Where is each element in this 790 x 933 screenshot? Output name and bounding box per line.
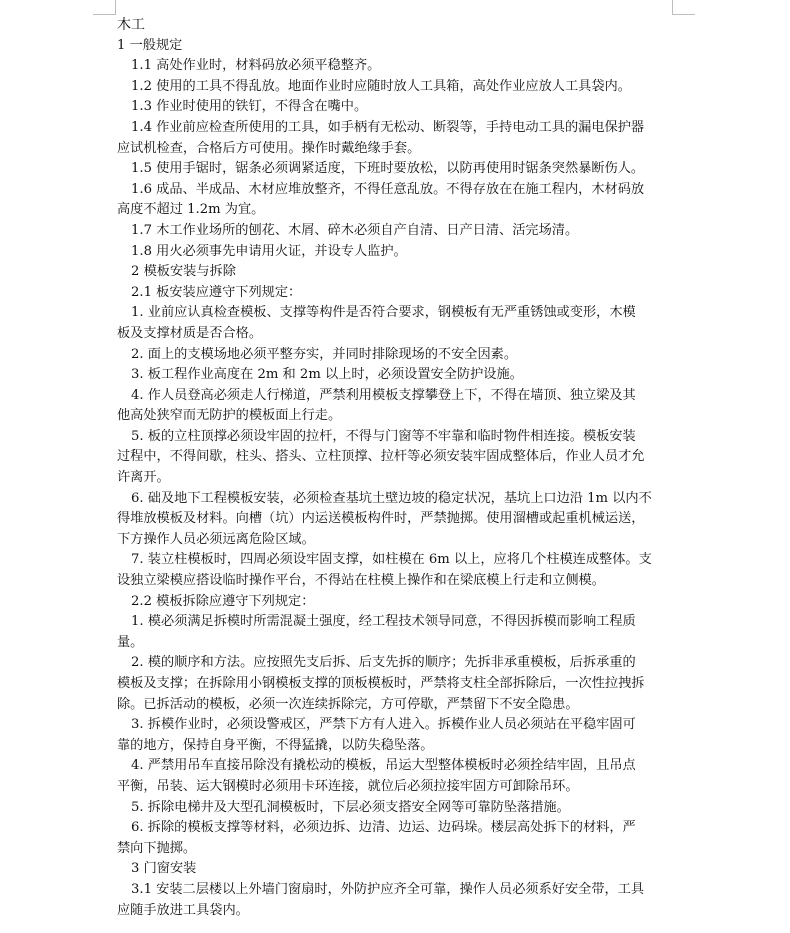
text-line: 许离开。 <box>117 470 170 486</box>
text-line: 量。 <box>117 634 144 650</box>
text-line: 2 模板安装与拆除 <box>131 264 236 280</box>
text-line: 2. 模的顺序和方法。应按照先支后拆、后支先拆的顺序；先拆非承重模板，后拆承重的 <box>131 655 636 671</box>
text-line: 板及支撑材质是否合格。 <box>117 325 263 341</box>
text-line: 2.2 模板拆除应遵守下列规定： <box>131 593 315 609</box>
text-line: 1.2 使用的工具不得乱放。地面作业时应随时放人工具箱，高处作业应放人工具袋内。 <box>131 78 631 94</box>
text-line: 过程中，不得间歇，柱头、搭头、立柱顶撑、拉杆等必须安装牢固成整体后，作业人员才允 <box>117 449 645 465</box>
text-line: 1.1 高处作业时，材料码放必须平稳整齐。 <box>131 58 381 74</box>
text-line: 4. 严禁用吊车直接吊除没有撬松动的模板，吊运大型整体模板时必须拴结牢固，且吊点 <box>131 758 636 774</box>
text-line: 应随手放进工具袋内。 <box>117 902 249 918</box>
text-line: 他高处狭窄而无防护的模板面上行走。 <box>117 408 342 424</box>
text-line: 模板及支撑；在拆除用小钢模板支撑的顶板模板时，严禁将支柱全部拆除后，一次性拉拽拆 <box>117 676 645 691</box>
text-line: 1. 模必须满足拆模时所需混凝土强度，经工程技术领导同意，不得因拆模而影响工程质 <box>131 614 636 630</box>
text-line: 1.4 作业前应检查所使用的工具，如手柄有无松动、断裂等，手持电动工具的漏电保护器 <box>131 119 645 135</box>
text-line: 禁向下抛掷。 <box>117 840 197 856</box>
text-line: 3 门窗安装 <box>131 861 197 877</box>
text-line: 平衡，吊装、运大钢模时必须用卡环连接，就位后必须拉接牢固方可卸除吊环。 <box>117 778 579 794</box>
text-line: 5. 拆除电梯井及大型孔洞模板时，下层必须支搭安全网等可靠防坠落措施。 <box>131 799 570 815</box>
text-line: 得堆放模板及材料。向槽（坑）内运送模板构件时，严禁抛掷。使用溜槽或起重机械运送， <box>117 511 645 527</box>
text-line: 4. 作人员登高必须走人行梯道，严禁利用模板支撑攀登上下，不得在墙顶、独立梁及其 <box>131 387 636 403</box>
text-line: 靠的地方，保持自身平衡，不得猛撬，以防失稳坠落。 <box>117 737 434 753</box>
text-line: 1 一般规定 <box>117 37 183 53</box>
text-line: 除。已拆活动的模板，必须一次连续拆除完，方可停歇，严禁留下不安全隐患。 <box>117 696 579 712</box>
text-line: 设独立梁模应搭设临时操作平台，不得站在柱模上操作和在梁底模上行走和立侧模。 <box>117 573 605 589</box>
text-line: 3. 拆模作业时，必须设警戒区，严禁下方有人进入。拆模作业人员必须站在平稳牢固可 <box>131 717 636 733</box>
text-line: 3. 板工程作业高度在 2m 和 2m 以上时，必须设置安全防护设施。 <box>131 367 523 383</box>
text-line: 应试机检查，合格后方可使用。操作时戴绝缘手套。 <box>117 140 421 156</box>
text-line: 5. 板的立柱顶撑必须设牢固的拉杆，不得与门窗等不牢靠和临时物件相连接。模板安装 <box>131 428 636 444</box>
page-corner-mark-left <box>93 0 116 15</box>
text-line: 2.1 板安装应遵守下列规定： <box>131 284 302 300</box>
document-title: 木工 <box>117 17 145 33</box>
text-line: 1.3 作业时使用的铁钉，不得含在嘴中。 <box>131 99 368 115</box>
text-line: 6. 拆除的模板支撑等材料，必须边拆、边清、边运、边码垛。楼层高处拆下的材料，严 <box>131 820 636 836</box>
text-line: 7. 装立柱模板时，四周必须设牢固支撑，如柱模在 6m 以上，应将几个柱模连成整体。支 <box>131 552 652 568</box>
text-line: 2. 面上的支模场地必须平整夯实，并同时排除现场的不安全因素。 <box>131 346 518 362</box>
text-line: 1.8 用火必须事先申请用火证，并设专人监护。 <box>131 243 407 259</box>
text-line: 高度不超过 1.2m 为宜。 <box>117 202 265 218</box>
document-body <box>117 15 677 921</box>
text-line: 1.5 使用手锯时，锯条必须调紧适度，下班时要放松，以防再使用时锯条突然暴断伤人。 <box>131 161 645 177</box>
text-line: 下方操作人员必须远离危险区域。 <box>117 531 315 547</box>
text-line: 1. 业前应认真检查模板、支撑等构件是否符合要求，钢模板有无严重锈蚀或变形，木模 <box>131 305 636 321</box>
paragraph-lines <box>117 36 677 922</box>
text-line: 6. 础及地下工程模板安装，必须检查基坑土壁边坡的稳定状况，基坑上口边沿 1m 以内不 <box>131 490 652 506</box>
text-line: 3.1 安装二层楼以上外墙门窗扇时，外防护应齐全可靠，操作人员必须系好安全带，工具 <box>131 881 645 897</box>
text-line: 1.6 成品、半成品、木材应堆放整齐，不得任意乱放。不得存放在在施工程内，木材码放 <box>131 181 645 197</box>
text-line: 1.7 木工作业场所的刨花、木屑、碎木必须自产自清、日产日清、活完场清。 <box>131 222 579 238</box>
page-corner-mark-right <box>672 0 695 15</box>
